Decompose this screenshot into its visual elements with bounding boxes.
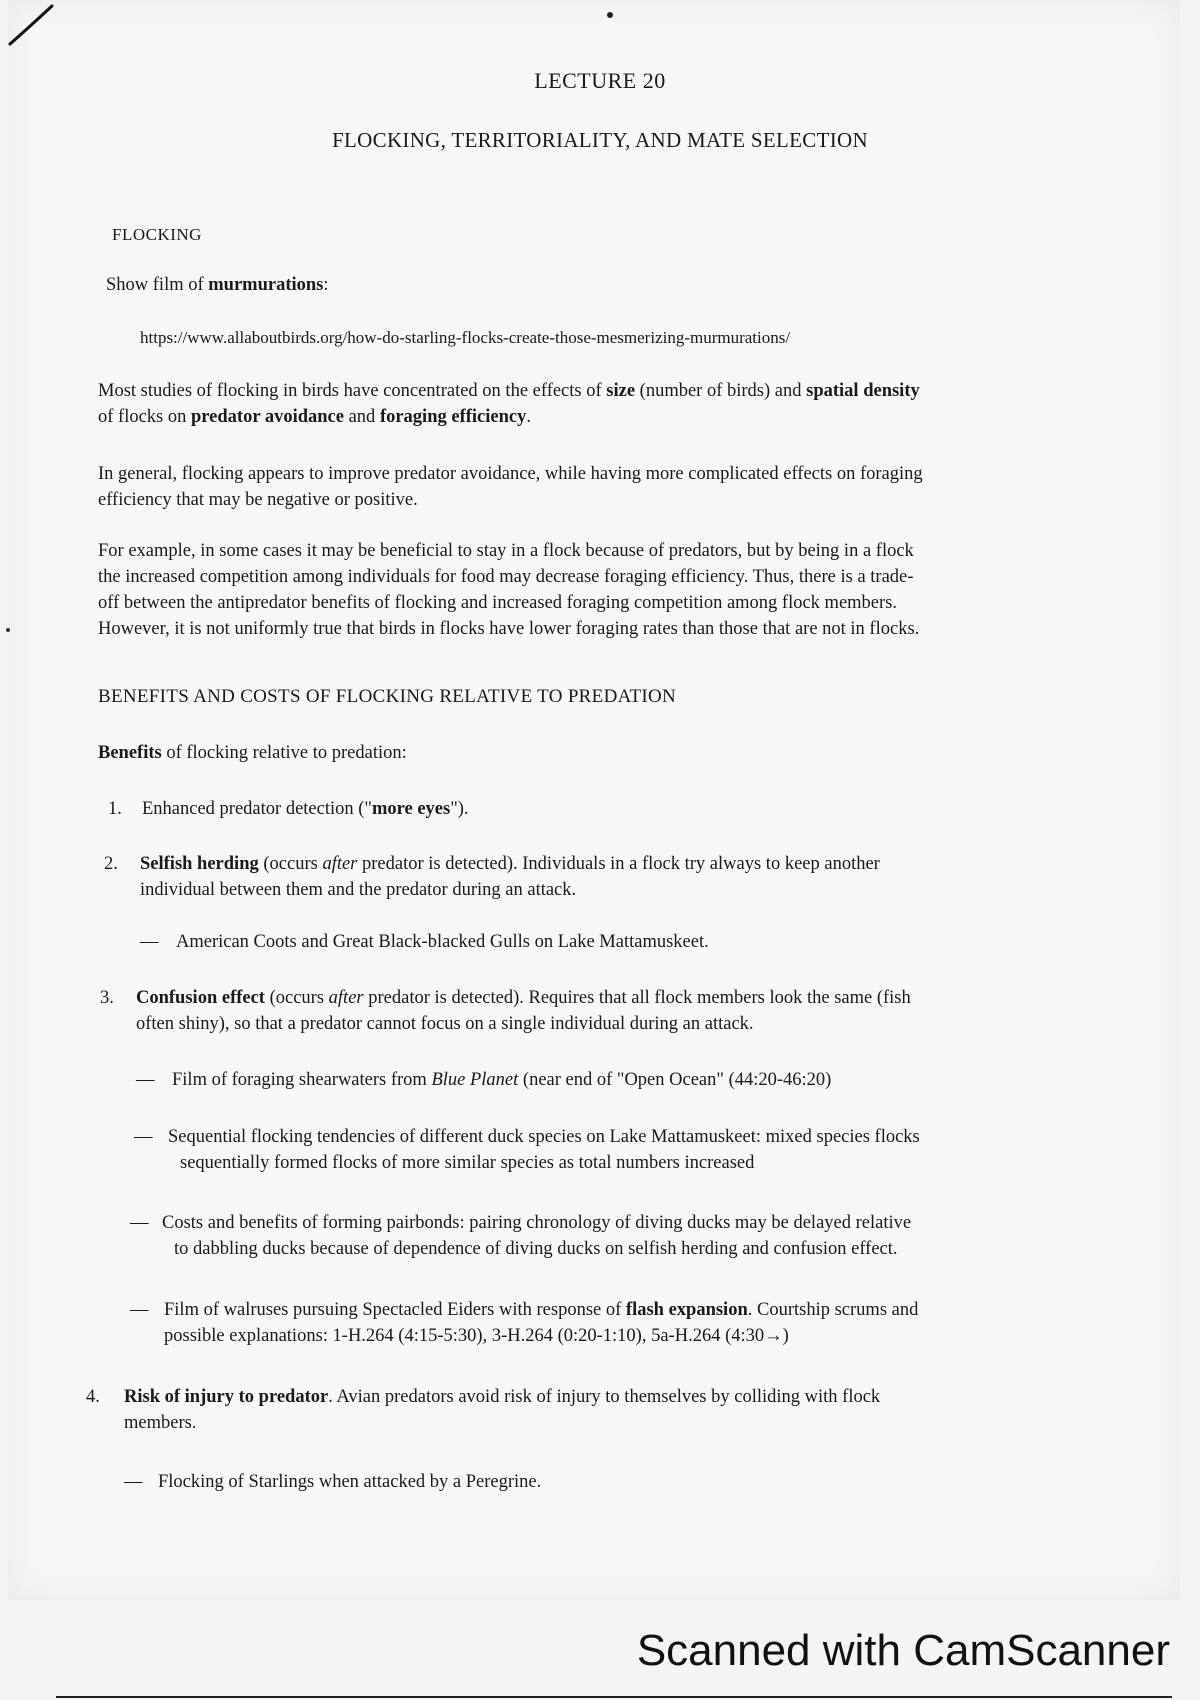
item-3-sub-3-line-1: Costs and benefits of forming pairbonds: pairing chronology of diving ducks may be delayed relative bbox=[162, 1213, 912, 1233]
item-3-sub-4-dash: — bbox=[130, 1300, 149, 1320]
paragraph-3-line-3: off between the antipredator benefits of flocking and increased foraging competition among flock members. bbox=[98, 593, 897, 613]
paragraph-2 bbox=[98, 461, 1148, 513]
section-heading-benefits: BENEFITS AND COSTS OF FLOCKING RELATIVE TO PREDATION bbox=[98, 686, 677, 707]
item-2-sub-1-dash: — bbox=[140, 932, 159, 952]
item-3-sub-1-dash: — bbox=[136, 1070, 155, 1090]
section-heading-flocking: FLOCKING bbox=[112, 225, 202, 244]
item-3-sub-2-line-2: sequentially formed flocks of more similar species as total numbers increased bbox=[180, 1153, 755, 1173]
lecture-number: LECTURE 20 bbox=[534, 68, 666, 93]
murmurations-url[interactable]: https://www.allaboutbirds.org/how-do-starling-flocks-create-those-mesmerizing-murmurations/ bbox=[140, 328, 791, 347]
item-3-sub-4 bbox=[164, 1297, 1174, 1349]
item-4-sub-1: Flocking of Starlings when attacked by a Peregrine. bbox=[158, 1472, 542, 1492]
item-3-text bbox=[136, 985, 1156, 1037]
item-4-line-2: members. bbox=[124, 1413, 197, 1433]
paragraph-3-line-1: For example, in some cases it may be beneficial to stay in a flock because of predators, but by being in a flock bbox=[98, 541, 914, 561]
paragraph-2-line-2: efficiency that may be negative or positive. bbox=[98, 490, 418, 510]
footer-rule bbox=[56, 1696, 1172, 1698]
margin-dot bbox=[6, 628, 10, 632]
benefits-subheading: Benefits of flocking relative to predation: bbox=[98, 743, 407, 763]
item-3-sub-2-line-1: Sequential flocking tendencies of different duck species on Lake Mattamuskeet: mixed species flocks bbox=[168, 1127, 920, 1147]
item-1-number: 1. bbox=[108, 799, 122, 819]
paragraph-2-line-1: In general, flocking appears to improve predator avoidance, while having more complicated effects on foraging bbox=[98, 464, 923, 484]
item-4-sub-1-dash: — bbox=[124, 1472, 143, 1492]
item-2-sub-1: American Coots and Great Black-blacked Gulls on Lake Mattamuskeet. bbox=[176, 932, 709, 952]
item-4-line-1: Risk of injury to predator. Avian predators avoid risk of injury to themselves by colliding with flock bbox=[124, 1387, 881, 1407]
item-3-sub-3 bbox=[162, 1210, 1172, 1262]
item-2-text bbox=[140, 851, 1150, 903]
paragraph-3-line-4: However, it is not uniformly true that birds in flocks have lower foraging rates than those that are not in flocks. bbox=[98, 619, 920, 639]
film-bold: murmurations bbox=[208, 275, 324, 295]
paragraph-3-line-2: the increased competition among individuals for food may decrease foraging efficiency. Thus, there is a trade- bbox=[98, 567, 914, 587]
item-3-sub-1: Film of foraging shearwaters from Blue Planet (near end of "Open Ocean" (44:20-46:20) bbox=[172, 1070, 832, 1090]
item-2-number: 2. bbox=[104, 854, 118, 874]
punch-dot bbox=[607, 12, 613, 18]
item-3-sub-4-line-2: possible explanations: 1-H.264 (4:15-5:30), 3-H.264 (0:20-1:10), 5a-H.264 (4:30→) bbox=[164, 1326, 789, 1346]
lecture-title: FLOCKING, TERRITORIALITY, AND MATE SELECTION bbox=[332, 128, 868, 152]
item-4-text bbox=[124, 1384, 1154, 1436]
item-3-sub-2 bbox=[168, 1124, 1168, 1176]
item-1-text: Enhanced predator detection ("more eyes"). bbox=[142, 799, 469, 819]
item-2-line-2: individual between them and the predator during an attack. bbox=[140, 880, 577, 900]
paragraph-1-line-2: of flocks on predator avoidance and foraging efficiency. bbox=[98, 407, 531, 427]
item-3-sub-4-line-1: Film of walruses pursuing Spectacled Eiders with response of flash expansion. Courtship scrums and bbox=[164, 1300, 919, 1320]
item-4-number: 4. bbox=[86, 1387, 100, 1407]
item-3-line-1: Confusion effect (occurs after predator is detected). Requires that all flock members look the same (fish bbox=[136, 988, 911, 1008]
item-3-sub-2-dash: — bbox=[134, 1127, 153, 1147]
paragraph-1 bbox=[98, 378, 1138, 430]
item-3-number: 3. bbox=[100, 988, 114, 1008]
film-line bbox=[106, 272, 329, 298]
camscanner-watermark: Scanned with CamScanner bbox=[636, 1626, 1170, 1675]
item-2-line-1: Selfish herding (occurs after predator is detected). Individuals in a flock try always to keep another bbox=[140, 854, 880, 874]
item-3-sub-3-dash: — bbox=[130, 1213, 149, 1233]
item-3-sub-3-line-2: to dabbling ducks because of dependence of diving ducks on selfish herding and confusion effect. bbox=[174, 1239, 898, 1259]
pen-stroke-mark bbox=[8, 0, 68, 50]
paragraph-3 bbox=[98, 538, 1148, 642]
film-suffix: : bbox=[323, 275, 329, 295]
item-3-line-2: often shiny), so that a predator cannot focus on a single individual during an attack. bbox=[136, 1014, 754, 1034]
film-prefix: Show film of bbox=[106, 275, 209, 295]
paragraph-1-line-1: Most studies of flocking in birds have concentrated on the effects of size (number of birds) and spatial density bbox=[98, 381, 920, 401]
